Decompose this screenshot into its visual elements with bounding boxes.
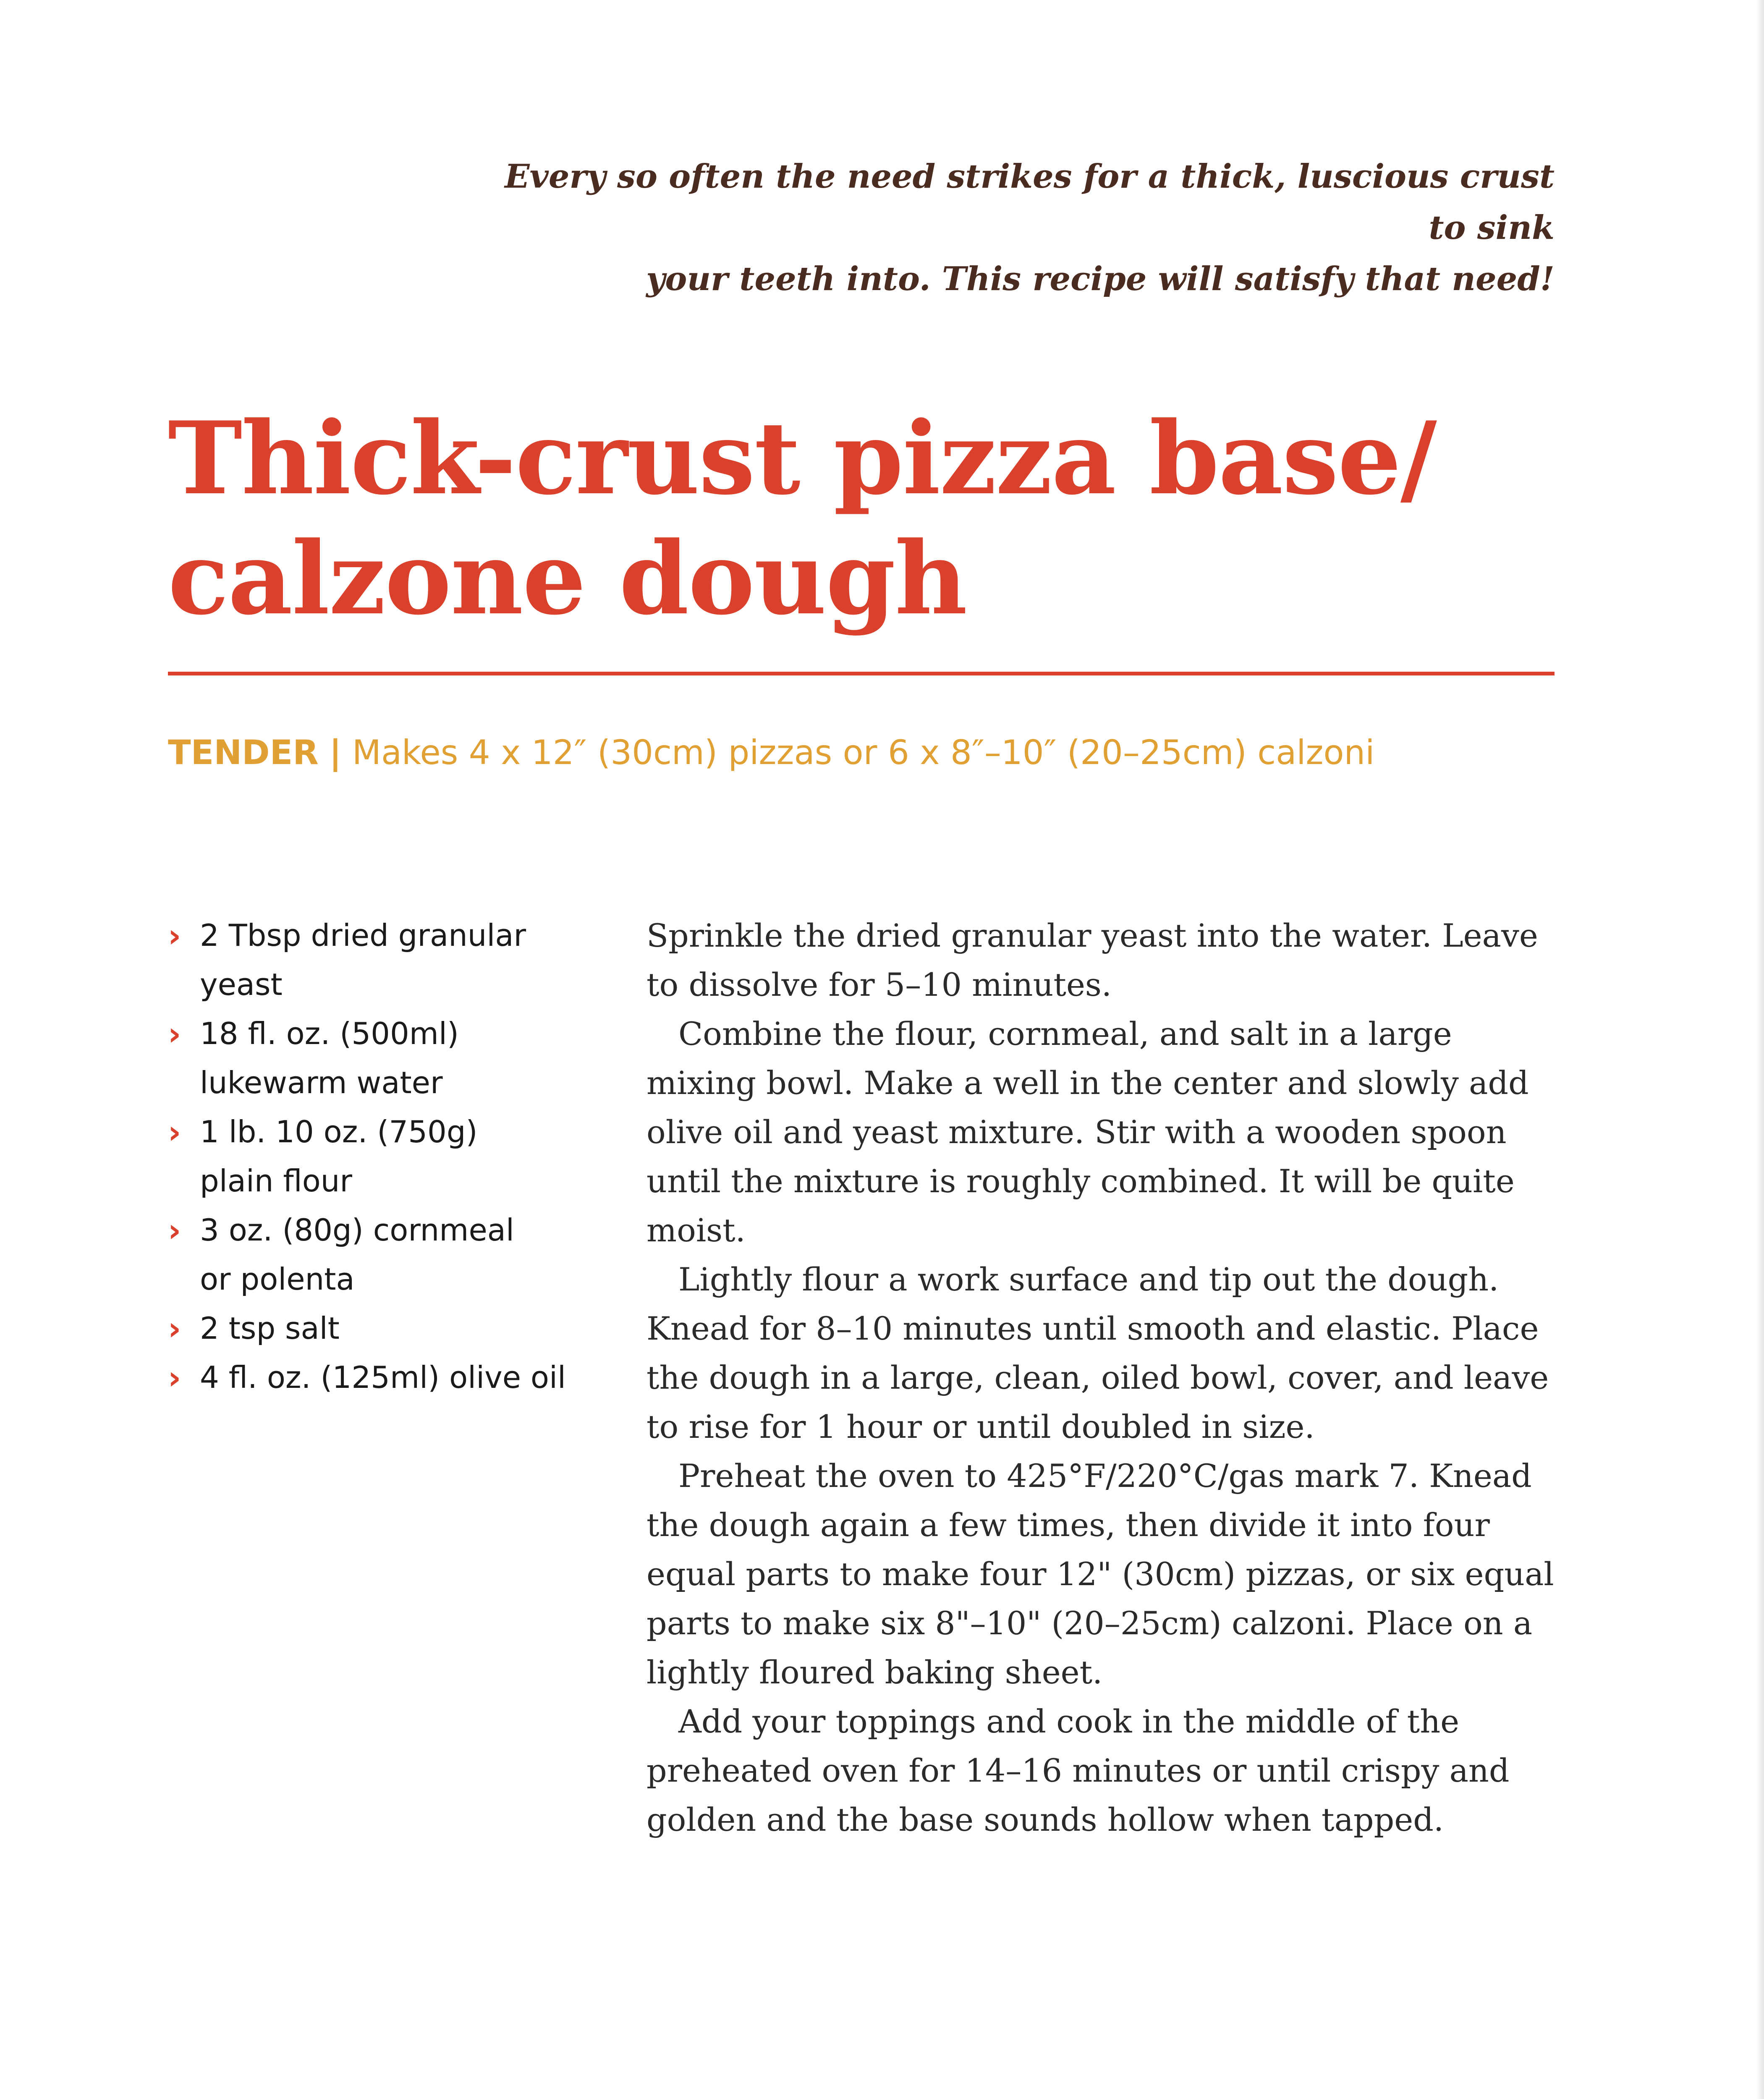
- chevron-right-icon: ›: [168, 917, 181, 954]
- ingredient-line: or polenta: [200, 1261, 355, 1297]
- method-paragraph: Add your toppings and cook in the middle of the preheated oven for 14–16 minutes or until crispy and golden and the base sounds hollow when tapped.: [646, 1703, 1510, 1838]
- recipe-yield: [168, 730, 1553, 776]
- yield-text: Makes 4 x 12″ (30cm) pizzas or 6 x 8″–10″ (20–25cm) calzoni: [352, 733, 1375, 772]
- method-paragraph: Lightly flour a work surface and tip out the dough. Knead for 8–10 minutes until smooth and elastic. Place the dough in a large, clean, oiled bowl, cover, and leave to rise for 1 hour or until doubled in size.: [646, 1261, 1549, 1445]
- ingredient-line: 1 lb. 10 oz. (750g): [200, 1114, 478, 1149]
- texture-tag: TENDER: [168, 733, 319, 772]
- ingredient-line: 2 Tbsp dried granular: [200, 918, 526, 953]
- title-line-2: calzone dough: [168, 520, 967, 637]
- method-paragraph: Sprinkle the dried granular yeast into the water. Leave to dissolve for 5–10 minutes.: [646, 917, 1538, 1003]
- title-line-1: Thick-crust pizza base/: [168, 400, 1436, 517]
- ingredient-item: [168, 1353, 613, 1402]
- method-paragraph: Preheat the oven to 425°F/220°C/gas mark 7. Knead the dough again a few times, then divide it into four equal parts to make four 12" (30cm) pizzas, or six equal parts to make six 8"–10" (20–25cm) calzoni. Place on a lightly floured baking sheet.: [646, 1457, 1554, 1691]
- ingredient-line: 2 tsp salt: [200, 1311, 340, 1346]
- ingredient-item: [168, 1304, 613, 1353]
- method-text: [646, 911, 1562, 1844]
- chevron-right-icon: ›: [168, 1015, 181, 1052]
- title-divider: [168, 672, 1555, 675]
- ingredient-line: lukewarm water: [200, 1065, 443, 1100]
- ingredient-line: yeast: [200, 967, 283, 1002]
- ingredient-item: [168, 911, 613, 1009]
- chevron-right-icon: ›: [168, 1359, 181, 1396]
- recipe-title: [168, 399, 1562, 639]
- ingredient-line: 18 fl. oz. (500ml): [200, 1016, 459, 1051]
- method-paragraph: Combine the flour, cornmeal, and salt in a large mixing bowl. Make a well in the center and slowly add olive oil and yeast mixture. Stir with a wooden spoon until the mixture is roughly combined. It will be quite moist.: [646, 1015, 1529, 1249]
- ingredient-line: plain flour: [200, 1163, 352, 1199]
- intro-line-2: your teeth into. This recipe will satisfy that need!: [646, 260, 1555, 298]
- chevron-right-icon: ›: [168, 1212, 181, 1249]
- page-edge-shadow: [1756, 0, 1764, 2099]
- intro-text: [462, 151, 1555, 305]
- intro-line-1: Every so often the need strikes for a thick, luscious crust to sink: [505, 157, 1555, 247]
- ingredient-line: 4 fl. oz. (125ml) olive oil: [200, 1360, 566, 1395]
- ingredient-list: [168, 911, 613, 1402]
- chevron-right-icon: ›: [168, 1310, 181, 1347]
- ingredient-item: [168, 1107, 613, 1206]
- ingredient-line: 3 oz. (80g) cornmeal: [200, 1212, 514, 1248]
- ingredient-item: [168, 1009, 613, 1107]
- ingredient-item: [168, 1206, 613, 1304]
- chevron-right-icon: ›: [168, 1113, 181, 1151]
- yield-separator: |: [329, 733, 342, 772]
